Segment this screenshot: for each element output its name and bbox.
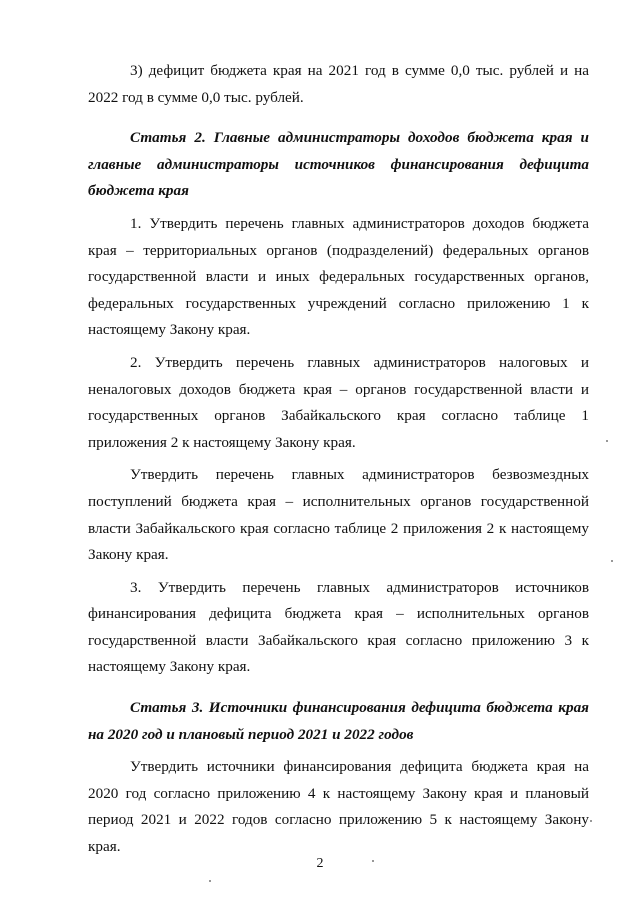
- article-2-item-1: 1. Утвердить перечень главных администраторов доходов бюджета края – территориальных органов (подразделений) федеральных органов государственной власти и иных федеральных государственных органов, федеральных государственных учреждений согласно приложению 1 к настоящему Закону края.: [88, 214, 589, 339]
- scan-speck: [606, 440, 608, 442]
- paragraph-deficit-2021-2022: 3) дефицит бюджета края на 2021 год в сумме 0,0 тыс. рублей и на 2022 год в сумме 0,0 тыс. рублей.: [88, 62, 589, 106]
- article-2-item-2-continued: Утвердить перечень главных администраторов безвозмездных поступлений бюджета края – исполнительных органов государственной власти Забайкальского края согласно таблице 2 приложения 2 к настоящему Закону края.: [88, 466, 589, 564]
- article-3-text: Утвердить источники финансирования дефицита бюджета края на 2020 год согласно приложению 4 к настоящему Закону края и плановый период 2021 и 2022 годов согласно приложению 5 к настоящему Закону края.: [88, 758, 589, 856]
- page-number: 2: [316, 856, 324, 871]
- scan-speck: [372, 860, 374, 862]
- scan-speck: [611, 560, 613, 562]
- scan-speck: [590, 820, 592, 822]
- article-2-item-3: 3. Утвердить перечень главных администраторов источников финансирования дефицита бюджета края – исполнительных органов государственной власти Забайкальского края согласно приложению 3 к настоящему Закону края.: [88, 578, 589, 676]
- article-2-heading: Статья 2. Главные администраторы доходов бюджета края и главные администраторы источников финансирования дефицита бюджета края: [88, 129, 589, 200]
- article-2-item-2: 2. Утвердить перечень главных администраторов налоговых и неналоговых доходов бюджета края – органов государственной власти и государственных органов Забайкальского края согласно таблице 1 приложения 2 к настоящему Закону края.: [88, 353, 589, 451]
- article-3-heading: Статья 3. Источники финансирования дефицита бюджета края на 2020 год и плановый период 2021 и 2022 годов: [88, 699, 589, 743]
- document-page: [88, 58, 589, 861]
- scan-speck: [209, 880, 211, 882]
